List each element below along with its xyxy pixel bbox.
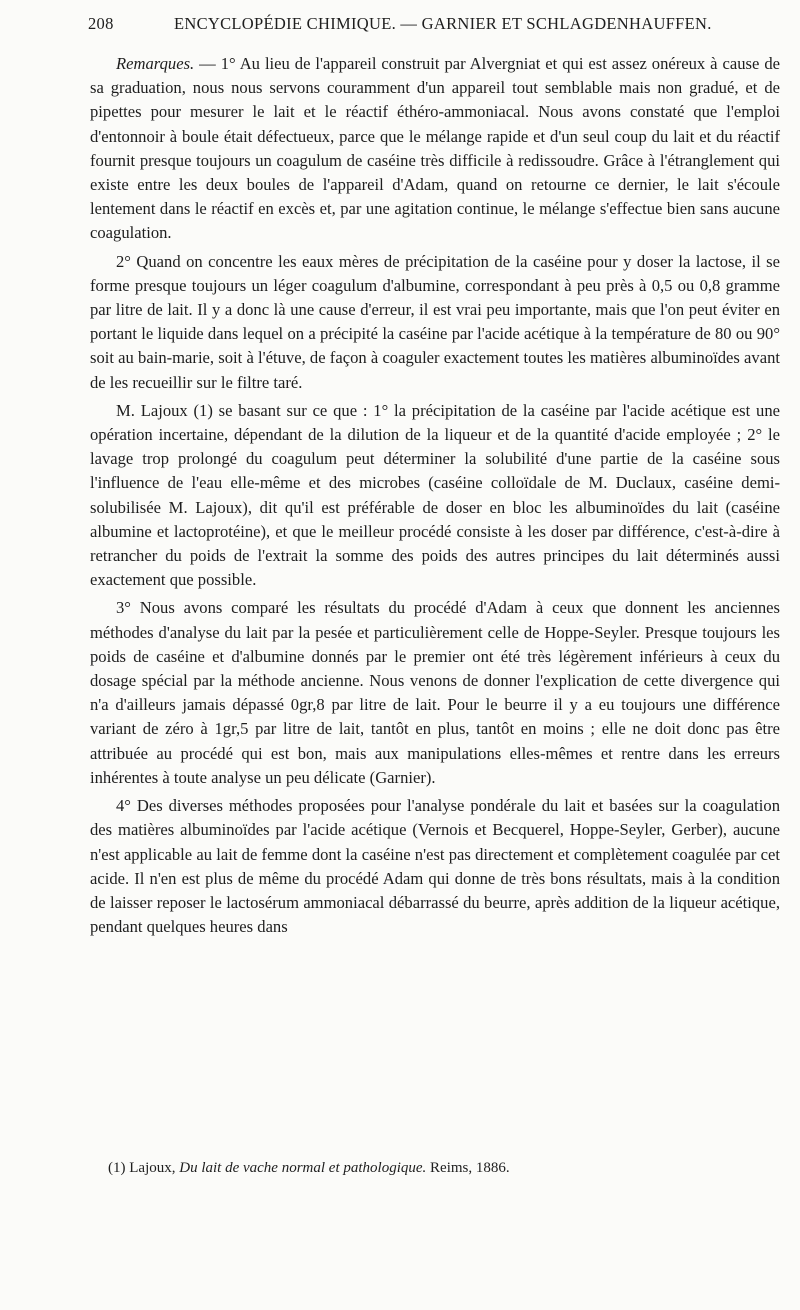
paragraph-text: 3° Nous avons comparé les résultats du procédé d'Adam à ceux que donnent les anciennes méthodes d'analyse du lait par la pesée et particulièrement celle de Hoppe-Seyler. Presque toujours les poids de caséine et d'albumine donnés par le premier ont été très légèrement inférieurs à ceux du dosage spécial par la méthode ancienne. Nous venons de donner l'explication de cette divergence qui n'a d'ailleurs jamais dépassé 0gr,8 par litre de lait. Pour le beurre il y a eu toujours une différence variant de zéro à 1gr,5 par litre de lait, tantôt en plus, tantôt en moins ; elle ne doit donc pas être attribuée au procédé qui est bon, mais aux manipulations elles-mêmes et rentre dans les erreurs inhérentes à toute analyse un peu délicate (Garnier).	[90, 598, 780, 787]
footnote-place-year: Reims, 1886.	[430, 1160, 510, 1176]
paragraph-text: — 1° Au lieu de l'appareil construit par Alvergniat et qui est assez onéreux à cause de sa graduation, nous nous servons couramment d'un appareil tout semblable mais non gradué, et de pipettes pour mesurer le lait et le réactif éthéro-ammoniacal. Nous avons constaté que l'emploi d'entonnoir à boule était défectueux, parce que le mélange rapide et d'un seul coup du lait et du réactif fournit presque toujours un coagulum de caséine très difficile à redissoudre. Grâce à l'étranglement qui existe entre les deux boules de l'appareil d'Adam, quand on retourne ce dernier, le lait s'écoule lentement dans le réactif en excès et, par une agitation continue, le mélange s'effectue bien sans aucune coagulation.	[90, 54, 780, 243]
page-number: 208	[88, 14, 114, 33]
footnote-marker: (1)	[108, 1160, 126, 1176]
running-title: ENCYCLOPÉDIE CHIMIQUE. — GARNIER ET SCHLAGDENHAUFFEN.	[174, 14, 712, 33]
paragraph-text: 4° Des diverses méthodes proposées pour l'analyse pondérale du lait et basées sur la coagulation des matières albuminoïdes par l'acide acétique (Vernois et Becquerel, Hoppe-Seyler, Gerber), aucune n'est applicable au lait de femme dont la caséine n'est pas directement et complètement coagulée par cet acide. Il n'en est plus de même du procédé Adam qui donne de très bons résultats, mais à la condition de laisser reposer le lactosérum ammoniacal débarrassé du beurre, après addition de la liqueur acétique, pendant quelques heures dans	[90, 796, 780, 937]
footnote-title: Du lait de vache normal et pathologique.	[179, 1160, 427, 1176]
paragraph-remarques	[90, 52, 780, 246]
paragraph-3	[90, 596, 780, 790]
body-text	[90, 52, 780, 943]
paragraph-text: M. Lajoux (1) se basant sur ce que : 1° la précipitation de la caséine par l'acide acétique est une opération incertaine, dépendant de la dilution de la liqueur et de la quantité d'acide employée ; 2° le lavage trop prolongé du coagulum peut déterminer la solubilité d'une partie de la caséine sous l'influence de l'eau elle-même et des microbes (caséine colloïdale de M. Duclaux, caséine demi-solubilisée M. Lajoux), dit qu'il est préférable de doser en bloc les albuminoïdes du lait (caséine albumine et lactoprotéine), et que le meilleur procédé consiste à les doser par différence, c'est-à-dire à retrancher du poids de l'extrait la somme des poids des autres principes du lait déterminés aussi exactement que possible.	[90, 400, 780, 590]
paragraph-lajoux	[90, 399, 780, 593]
footnote-author: Lajoux,	[129, 1160, 176, 1176]
paragraph-text: 2° Quand on concentre les eaux mères de précipitation de la caséine pour y doser la lactose, il se forme presque toujours un léger coagulum d'albumine, correspondant à peu près à 0,5 ou 0,8 gramme par litre de lait. Il y a donc là une cause d'erreur, il est vrai peu importante, mais que l'on peut éviter en portant le liquide dans lequel on a précipité la caséine par l'acide acétique à la température de 80 ou 90° soit au bain-marie, soit à l'étuve, de façon à coaguler exactement toutes les matières albuminoïdes avant de les recueillir sur le filtre taré.	[90, 251, 780, 392]
paragraph-4	[90, 794, 780, 939]
footnote	[108, 1160, 788, 1177]
paragraph-lead: Remarques.	[116, 54, 195, 73]
paragraph-2	[90, 250, 780, 395]
